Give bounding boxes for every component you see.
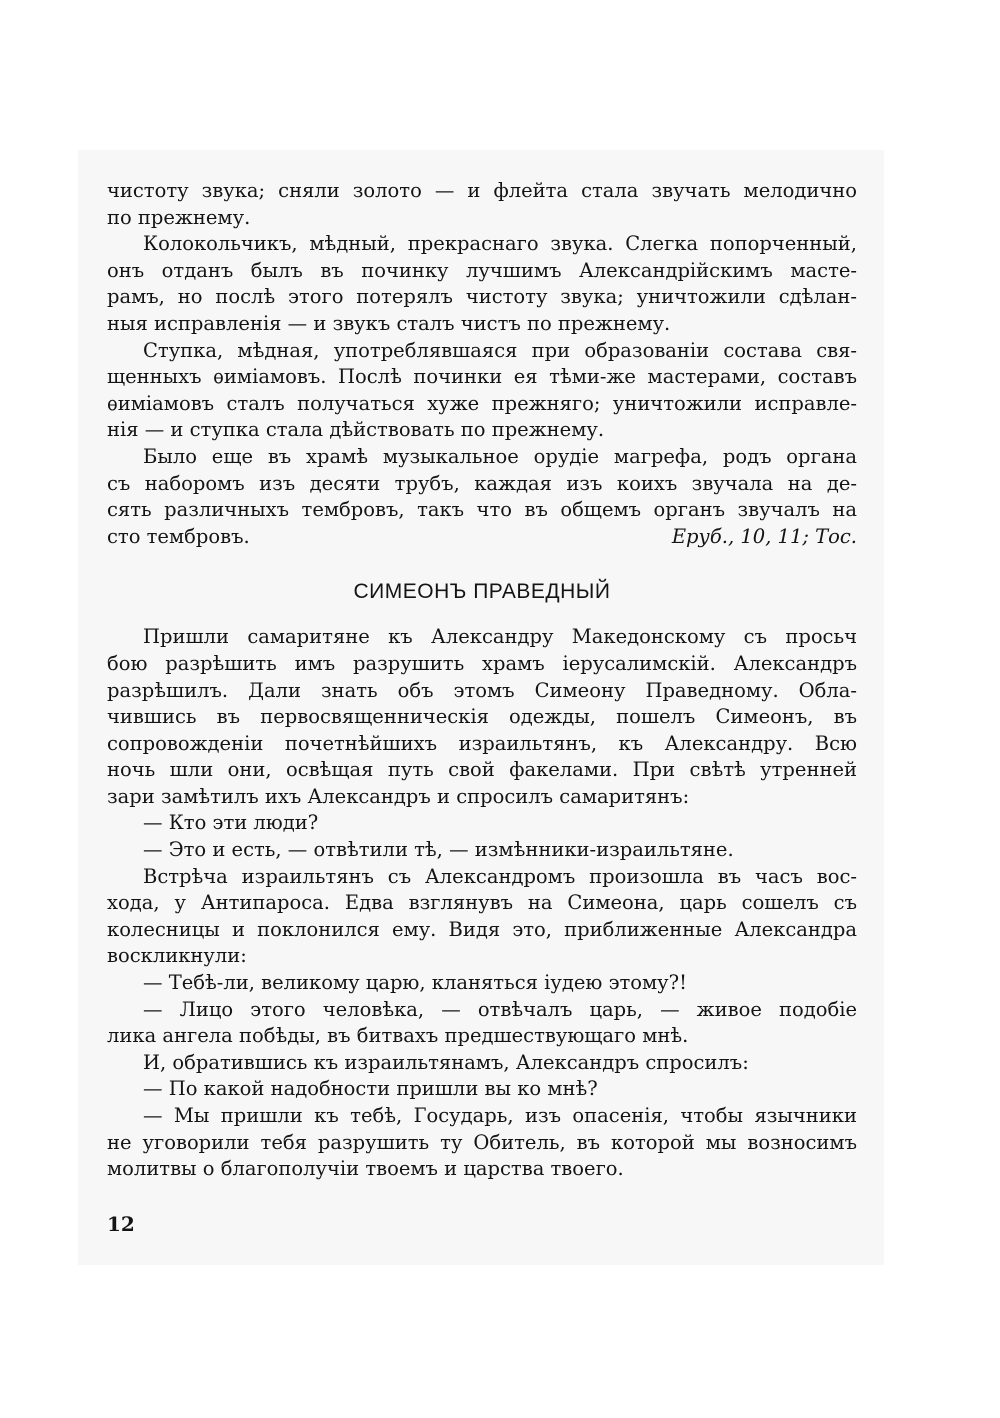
text-line: чистоту звука; сняли золото — и флейта стала звучать мелодично — [107, 179, 857, 202]
text-line: ѳиміамовъ сталъ получаться хуже прежняго; уничтожили исправле- — [107, 391, 857, 415]
dialogue-line: — Тебѣ-ли, великому царю, кланяться іудею этому?! — [143, 971, 687, 995]
text-line: лика ангела побѣды, въ битвахъ предшествующаго мнѣ. — [107, 1024, 689, 1048]
section-heading: СИМЕОНЪ ПРАВЕДНЫЙ — [353, 580, 611, 604]
dialogue-line: — Кто эти люди? — [143, 811, 319, 835]
text-line: Колокольчикъ, мѣдный, прекраснаго звука. Слегка попорченный, — [143, 232, 857, 256]
citation: Еруб., 10, 11; Тос. — [671, 524, 857, 548]
text-line: щенныхъ ѳиміамовъ. Послѣ починки ея тѣми-же мастерами, составъ — [107, 365, 857, 389]
text-line: сять различныхъ тембровъ, такъ что въ общемъ органъ звучалъ на — [107, 498, 857, 522]
text-line: воскликнули: — [107, 944, 247, 968]
text-line: хода, у Антипароса. Едва взглянувъ на Симеона, царь сошелъ съ — [107, 891, 857, 915]
text-line: колесницы и поклонился ему. Видя это, приближенные Александра — [107, 917, 857, 941]
text-line: И, обратившись къ израильтянамъ, Александръ спросилъ: — [143, 1050, 749, 1074]
text-line: по прежнему. — [107, 205, 251, 229]
text-line: зари замѣтилъ ихъ Александръ и спросилъ самаритянъ: — [107, 784, 690, 808]
text-line: не уговорили тебя разрушить ту Обитель, въ которой мы возносимъ — [107, 1130, 857, 1154]
text-line: Ступка, мѣдная, употреблявшаяся при образованіи состава свя- — [143, 338, 857, 362]
text-line: сопровожденіи почетнѣйшихъ израильтянъ, къ Александру. Всю — [107, 731, 857, 755]
text-line-with-citation — [107, 524, 857, 551]
text-line: ночь шли они, освѣщая путь свой факелами. При свѣтѣ утренней — [107, 758, 857, 782]
text-line: ныя исправленія — и звукъ сталъ чистъ по прежнему. — [107, 311, 671, 335]
text-line: съ наборомъ изъ десяти трубъ, каждая изъ коихъ звучала на де- — [107, 471, 857, 495]
dialogue-line: — Мы пришли къ тебѣ, Государь, изъ опасенія, чтобы язычники — [143, 1104, 857, 1127]
dialogue-line: — Лицо этого человѣка, — отвѣчалъ царь, — живое подобіе — [143, 997, 857, 1021]
text-line: онъ отданъ былъ въ починку лучшимъ Александрійскимъ масте- — [107, 258, 857, 282]
dialogue-line: — Это и есть, — отвѣтили тѣ, — измѣнники-израильтяне. — [143, 838, 734, 862]
text-line: Встрѣча израильтянъ съ Александромъ произошла въ часъ вос- — [143, 864, 857, 888]
page-number: 12 — [107, 1212, 135, 1236]
text-line: нія — и ступка стала дѣйствовать по прежнему. — [107, 418, 605, 442]
text-line: разрѣшилъ. Дали знать объ этомъ Симеону Праведному. Обла- — [107, 678, 857, 702]
text-fragment: сто тембровъ. — [107, 524, 250, 548]
text-line: чившись въ первосвященническія одежды, пошелъ Симеонъ, въ — [107, 705, 857, 729]
text-line: Было еще въ храмѣ музыкальное орудіе магрефа, родъ органа — [143, 444, 857, 468]
page-body — [107, 178, 857, 1183]
text-line: молитвы о благополучіи твоемъ и царства твоего. — [107, 1157, 624, 1181]
dialogue-line: — По какой надобности пришли вы ко мнѣ? — [143, 1077, 598, 1101]
text-line: рамъ, но послѣ этого потерялъ чистоту звука; уничтожили сдѣлан- — [107, 285, 857, 309]
text-line: Пришли самаритяне къ Александру Македонскому съ просьч — [143, 625, 857, 649]
text-line: бою разрѣшить имъ разрушить храмъ іерусалимскій. Александръ — [107, 651, 857, 675]
